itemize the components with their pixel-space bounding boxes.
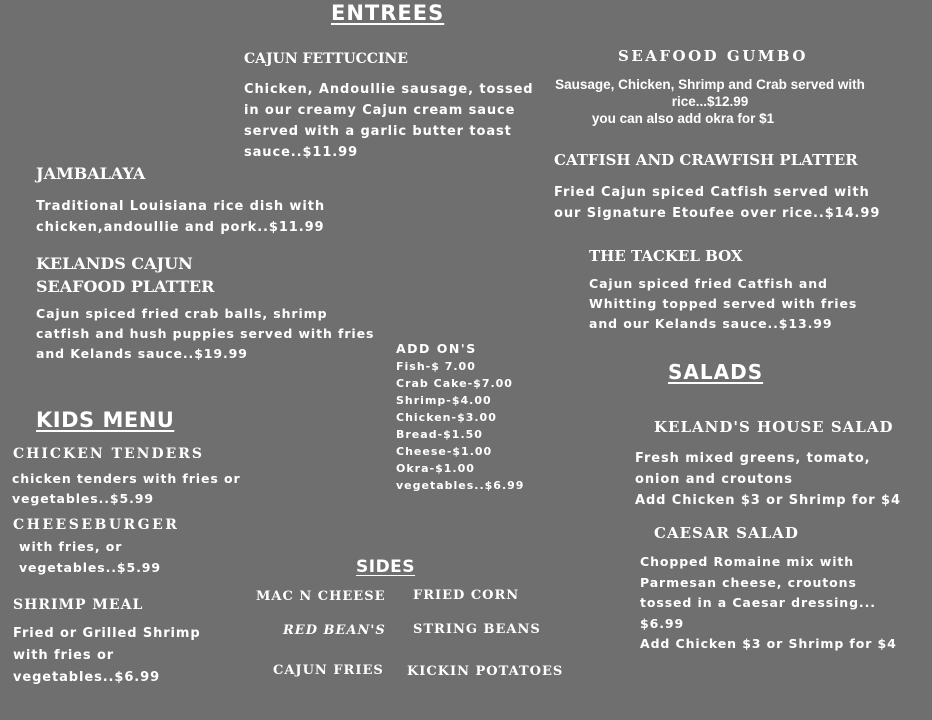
- side-mac-n-cheese: MAC N CHEESE: [256, 589, 386, 604]
- catfish-platter-desc: Fried Cajun spiced Catfish served with our Signature Etoufee over rice..$14.99: [554, 185, 881, 221]
- addon-item: Crab Cake-$7.00: [396, 377, 513, 390]
- addon-item: Bread-$1.50: [396, 428, 483, 441]
- addons-list: [396, 358, 524, 494]
- addon-item: vegetables..$6.99: [396, 479, 525, 492]
- shrimp-meal-desc: Fried or Grilled Shrimp with fries or vegetables..$6.99: [13, 626, 201, 685]
- cajun-fettuccine-desc: Chicken, Andoullie sausage, tossed in our creamy Cajun cream sauce served with a garlic butter toast sauce..$11.99: [244, 82, 534, 160]
- side-kickin-potatoes: KICKIN POTATOES: [407, 664, 564, 679]
- seafood-gumbo-line2: rice...$12.99: [671, 94, 749, 109]
- caesar-salad-desc: Chopped Romaine mix with Parmesan cheese, croutons tossed in a Caesar dressing... $6.99: [640, 554, 876, 631]
- house-salad-addon: Add Chicken $3 or Shrimp for $4: [635, 493, 901, 508]
- chicken-tenders-name: CHICKEN TENDERS: [13, 446, 205, 462]
- cheeseburger-name: CHEESEBURGER: [13, 517, 180, 533]
- seafood-gumbo-line1: Sausage, Chicken, Shrimp and Crab served with: [555, 77, 865, 92]
- seafood-gumbo-name: SEAFOOD GUMBO: [618, 47, 808, 65]
- seafood-gumbo-desc: [538, 76, 882, 127]
- seafood-platter-name: KELANDS CAJUN SEAFOOD PLATTER: [36, 254, 215, 296]
- seafood-gumbo-line3: you can also add okra for $1: [591, 111, 775, 126]
- kids-menu-title: KIDS MENU: [36, 408, 175, 432]
- caesar-salad-addon: Add Chicken $3 or Shrimp for $4: [640, 636, 897, 651]
- addon-item: Fish-$ 7.00: [396, 360, 476, 373]
- house-salad-desc: Fresh mixed greens, tomato, onion and croutons: [635, 451, 871, 487]
- caesar-salad-name: CAESAR SALAD: [654, 524, 799, 542]
- jambalaya-desc: Traditional Louisiana rice dish with chicken,andoullie and pork..$11.99: [36, 199, 325, 235]
- salads-title: SALADS: [668, 360, 764, 384]
- sides-title: SIDES: [356, 557, 416, 577]
- shrimp-meal-name: SHRIMP MEAL: [13, 597, 144, 613]
- addons-title: ADD ON'S: [396, 341, 477, 356]
- tackel-box-name: THE TACKEL BOX: [589, 247, 743, 265]
- seafood-platter-desc: Cajun spiced fried crab balls, shrimp catfish and hush puppies served with fries and Kelands sauce..$19.99: [36, 306, 375, 361]
- addon-item: Okra-$1.00: [396, 462, 475, 475]
- side-cajun-fries: CAJUN FRIES: [273, 663, 384, 678]
- addon-item: Cheese-$1.00: [396, 445, 493, 458]
- house-salad-name: KELAND'S HOUSE SALAD: [654, 418, 894, 436]
- chicken-tenders-desc: chicken tenders with fries or vegetables..$5.99: [12, 471, 241, 506]
- addon-item: Shrimp-$4.00: [396, 394, 492, 407]
- entrees-title: ENTREES: [331, 1, 445, 25]
- catfish-platter-name: CATFISH AND CRAWFISH PLATTER: [554, 151, 858, 169]
- addon-item: Chicken-$3.00: [396, 411, 497, 424]
- tackel-box-desc: Cajun spiced fried Catfish and Whitting topped served with fries and our Kelands sauce..$13.99: [589, 276, 858, 331]
- side-string-beans: STRING BEANS: [413, 622, 541, 637]
- side-red-beans: RED BEAN'S: [283, 623, 386, 638]
- jambalaya-name: JAMBALAYA: [36, 164, 146, 183]
- cajun-fettuccine-name: CAJUN FETTUCCINE: [244, 51, 408, 67]
- side-fried-corn: FRIED CORN: [413, 588, 520, 603]
- cheeseburger-desc: with fries, or vegetables..$5.99: [19, 539, 161, 575]
